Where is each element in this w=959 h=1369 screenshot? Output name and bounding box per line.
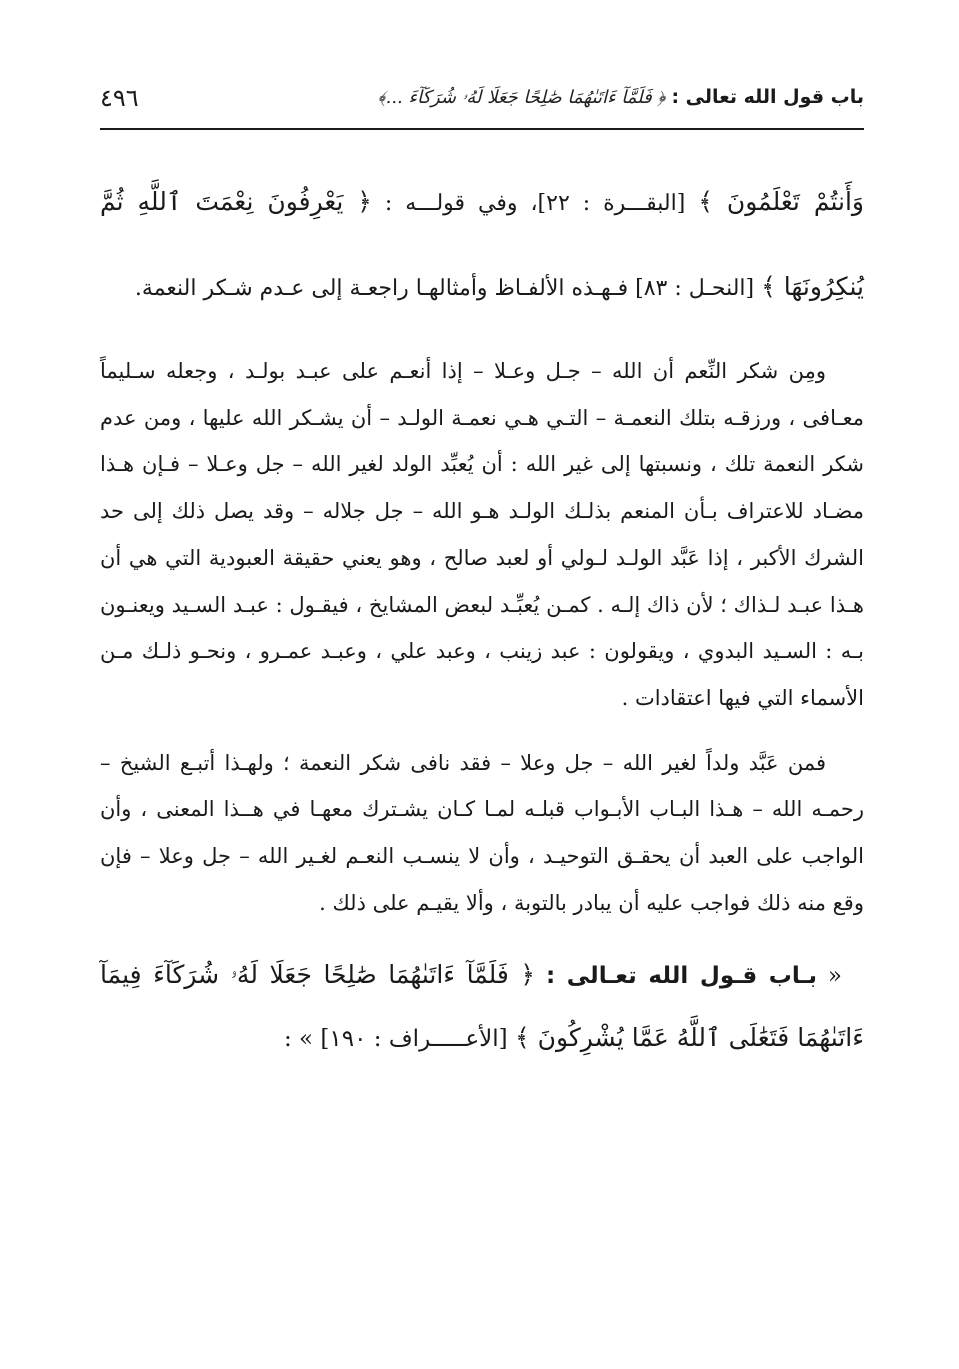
page-body	[100, 160, 864, 1070]
body-paragraph-2: فمن عَبَّد ولداً لغير الله – جل وعلا – فقد نافى شكر النعمة ؛ ولهـذا أتبـع الشيخ – رحمـه الله – هـذا البـاب الأبـواب قبلـه لمـا كـان يشـترك معهـا في هــذا المعنى ، وأن الواجب على العبد أن يحقـق التوحيـد ، وأن لا ينسـب النعـم لغـير الله – جل وعلا – فإن وقع منه ذلك فواجب عليه أن يبادر بالتوبة ، وألا يقيـم على ذلك .	[100, 750, 864, 915]
quran-verse-baqarah: وَأَنتُمْ تَعْلَمُونَ ﴾	[698, 187, 864, 216]
intro-connector: وفي قولـــه :	[371, 191, 518, 216]
page-number: ٤٩٦	[100, 84, 139, 112]
running-title-verse: ﴿ فَلَمَّآ ءَاتَىٰهُمَا صَٰلِحًا جَعَلَا لَهُۥ شُرَكَآءَ ...﴾	[377, 87, 666, 108]
chapter-verse-reference: [الأعـــــراف : ١٩٠]	[313, 1026, 515, 1053]
chapter-close-quote: » :	[283, 1026, 314, 1053]
chapter-heading	[100, 944, 864, 1070]
chapter-open-quote: «	[817, 963, 842, 990]
running-title-lead: باب قول الله تعالى :	[671, 86, 864, 108]
intro-text: فـهـذه الألفـاظ وأمثالهـا راجعـة إلى عـدم شـكر النعمة.	[134, 276, 629, 301]
quran-verse-nahl: ﴿ يَعْرِفُونَ نِعْمَتَ ٱللَّهِ ثُمَّ يُنكِرُونَهَا ﴾	[100, 187, 864, 301]
intro-paragraph	[100, 160, 864, 330]
running-title	[378, 86, 864, 108]
chapter-lead: بـاب قـول الله تعـالى :	[545, 963, 818, 990]
chapter-verse: ﴿ فَلَمَّآ ءَاتَىٰهُمَا صَٰلِحًا جَعَلَا لَهُۥ شُرَكَآءَ فِيمَآ ءَاتَىٰهُمَا فَتَعَٰلَى ٱللَّهُ عَمَّا يُشْرِكُونَ ﴾	[100, 960, 864, 1053]
verse-reference-nahl: [النحـل : ٨٣]	[628, 276, 762, 301]
header-rule	[100, 128, 864, 130]
body-paragraph-1: ومِن شكر النِّعم أن الله – جـل وعـلا – إذا أنعـم على عبـد بولـد ، وجعله سـليماً معـافى ، ورزقـه بتلك النعمـة – التـي هـي نعمـة الولـد – أن يشـكر الله عليها ، ومن عدم شكر النعمة تلك ، ونسبتها إلى غير الله : أن يُعبِّد الولد لغير الله – جل وعـلا – فـإن هـذا مضـاد للاعتراف بـأن المنعم بذلـك الولـد هـو الله – جل جلاله – وقد يصل ذلك إلى حد الشرك الأكبر ، إذا عَبَّد الولـد لـولي أو لعبد صالح ، وهو يعني حقيقة العبودية التي هي أن هـذا عبـد لـذاك ؛ لأن ذاك إلـه . كمـن يُعبِّـد لبعض المشايخ ، فيقـول : عبـد السـيد ويعنـون بـه : السـيد البدوي ، ويقولون : عبد زينب ، وعبد علي ، وعبـد عمـرو ، ونحـو ذلـك مـن الأسماء التي فيها اعتقادات .	[100, 359, 864, 710]
running-header	[100, 82, 864, 122]
verse-reference-baqarah: [البقـــرة : ٢٢]،	[517, 191, 699, 216]
